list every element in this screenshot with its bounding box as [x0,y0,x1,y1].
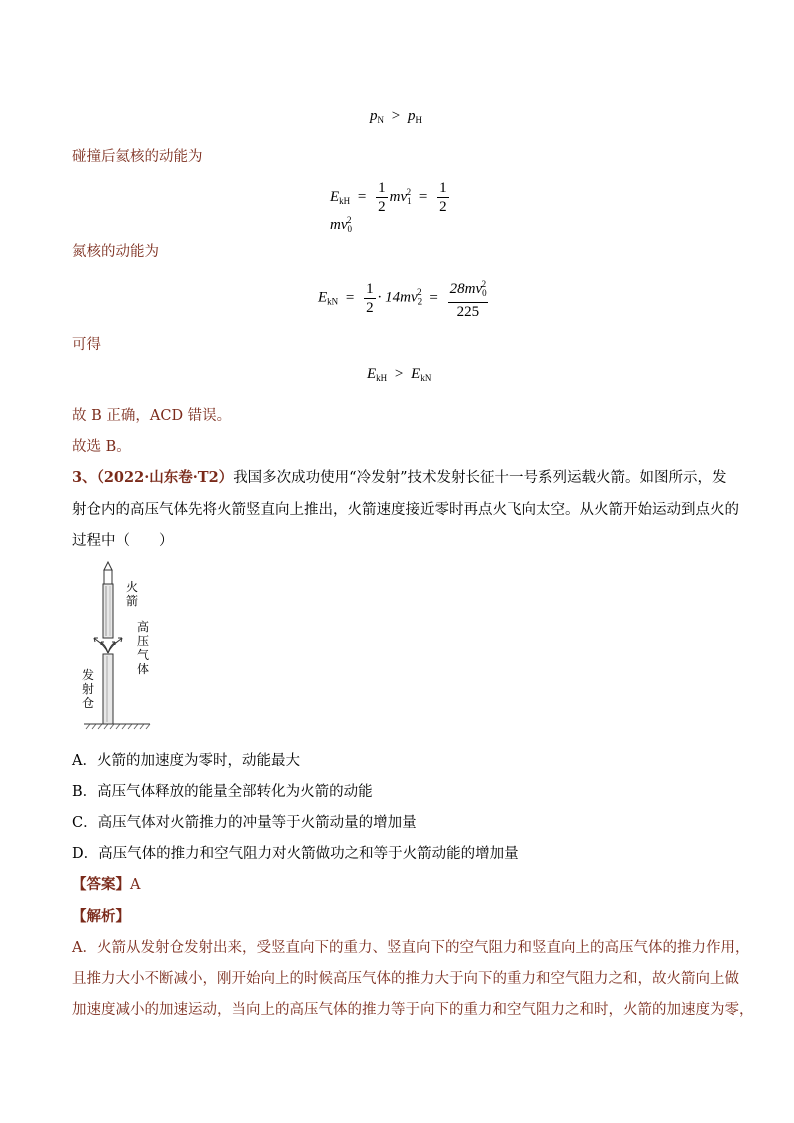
text-helium-kinetic-energy: 碰撞后氦核的动能为 [72,149,203,165]
question-3-line-2: 射仓内的高压气体先将火箭竖直向上推出，火箭速度接近零时再点火飞向太空。从火箭开始运动到点火的 [72,502,739,518]
label-launch-silo: 发射仓 [81,668,94,710]
formula-momentum-compare: $p_N > p_H$ [370,108,422,125]
label-high-pressure-gas: 高压气体 [136,620,149,676]
formula-helium-energy: $E_{kH}$ = $\frac{1}{2}$ $mv_1^2$ = $\frac{1}{2}$ $mv_0^2$ [330,180,447,234]
analysis-line-3: 加速度减小的加速运动，当向上的高压气体的推力等于向下的重力和空气阻力之和时，火箭的加速度为零， [72,1002,754,1018]
formula-energy-compare: $E_{kH} > E_{kN}$ [367,366,432,383]
text-nitrogen-kinetic-energy: 氮核的动能为 [72,244,159,260]
text-choice: 故选 B。 [72,439,131,455]
text-conclusion: 故 B 正确，ACD 错误。 [72,408,232,424]
formula-nitrogen-energy: $E_{kN}$ = $\frac{1}{2}$ · $14mv_2^2$ = $\frac{28mv_0^2}{225}$ [318,276,490,320]
answer: 【答案】A [72,876,141,893]
option-b: B．高压气体释放的能量全部转化为火箭的动能 [72,784,373,800]
option-d: D．高压气体的推力和空气阻力对火箭做功之和等于火箭动能的增加量 [72,846,519,862]
analysis-label: 【解析】 [72,908,130,925]
question-3-line-3: 过程中（ ） [72,533,174,549]
analysis-line-1: A．火箭从发射仓发射出来，受竖直向下的重力、竖直向下的空气阻力和竖直向上的高压气体的推力作用， [72,940,750,956]
option-a: A．火箭的加速度为零时，动能最大 [72,753,300,769]
analysis-line-2: 且推力大小不断减小，刚开始向上的时候高压气体的推力大于向下的重力和空气阻力之和，故火箭向上做 [72,971,739,987]
label-rocket: 火箭 [125,580,138,608]
text-therefore: 可得 [72,337,101,353]
question-3-line-1: 3、（2022·山东卷·T2）我国多次成功使用“冷发射”技术发射长征十一号系列运载火箭。如图所示，发 [72,469,727,486]
rocket-diagram-icon [70,558,170,738]
rocket-launch-figure [70,558,170,738]
option-c: C．高压气体对火箭推力的冲量等于火箭动量的增加量 [72,815,417,831]
